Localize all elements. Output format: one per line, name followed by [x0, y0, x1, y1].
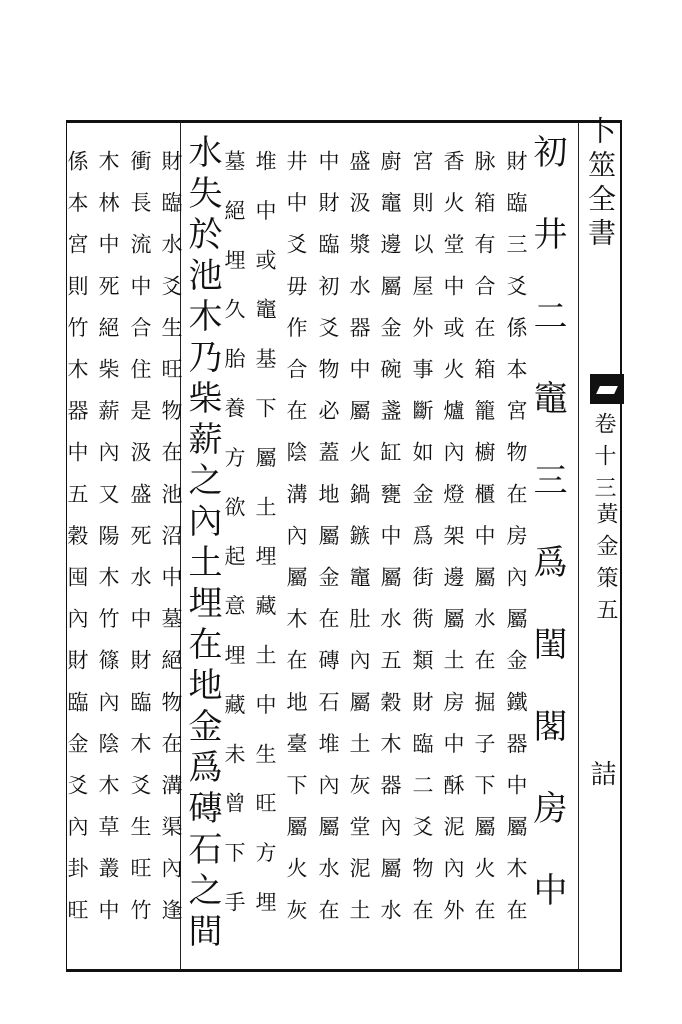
text-column: 財臨水爻生旺物在池沼中墓絕物在溝渠內逢 [159, 150, 183, 941]
margin-rule [578, 122, 579, 970]
text-column: 井中爻毋作合在陰溝內屬木在地臺下屬火灰 [284, 150, 308, 941]
text-column: 衝長流中合住是汲盛死水中財臨木爻生旺竹 [128, 150, 152, 941]
text-column: 中財臨初爻物必蓋地屬金在磚石堆內屬水在 [316, 150, 340, 941]
heading-line: 初井二竈三爲閨閣房中 [527, 134, 567, 954]
text-column: 宮則以屋外事斷如金爲街衖類財臨二爻物在 [410, 150, 434, 941]
volume-label: 卷十三 [591, 412, 616, 508]
margin-note: 詰 [586, 760, 616, 786]
text-column: 財臨三爻係本宮物在房內屬金鐵器中屬木在 [504, 150, 528, 941]
text-column: 墓絕埋久胎養方欲起意埋藏未曾下手 [222, 150, 246, 941]
fishtail-notch [596, 386, 618, 394]
book-title: 卜筮全書 [584, 116, 617, 252]
text-column: 香火堂中或火爐內燈架邊屬土房中酥泥內外 [441, 150, 465, 941]
text-column: 脉箱有合在箱籠櫥櫃中屬水在掘子下屬火在 [472, 150, 496, 941]
text-column: 盛汲漿水器中屬火鍋鏃竈肚內屬土灰堂泥土 [347, 150, 371, 941]
text-column: 係本宮則竹木器中五穀囤內財臨金爻內卦旺 [65, 150, 89, 941]
text-column: 廚竈邊屬金碗盞缸甕中屬水五穀木器內屬水 [378, 150, 402, 941]
text-column: 堆中或竈基下屬土埋藏土中生旺方埋 [253, 150, 277, 941]
section-label: 黃金策五 [593, 502, 618, 630]
text-column: 木林中死絕柴薪內又陽木竹篠內陰木草叢中 [96, 150, 120, 941]
heading-line: 水失於池木乃柴薪之內土埋在地金爲磚石之間 [182, 134, 222, 954]
